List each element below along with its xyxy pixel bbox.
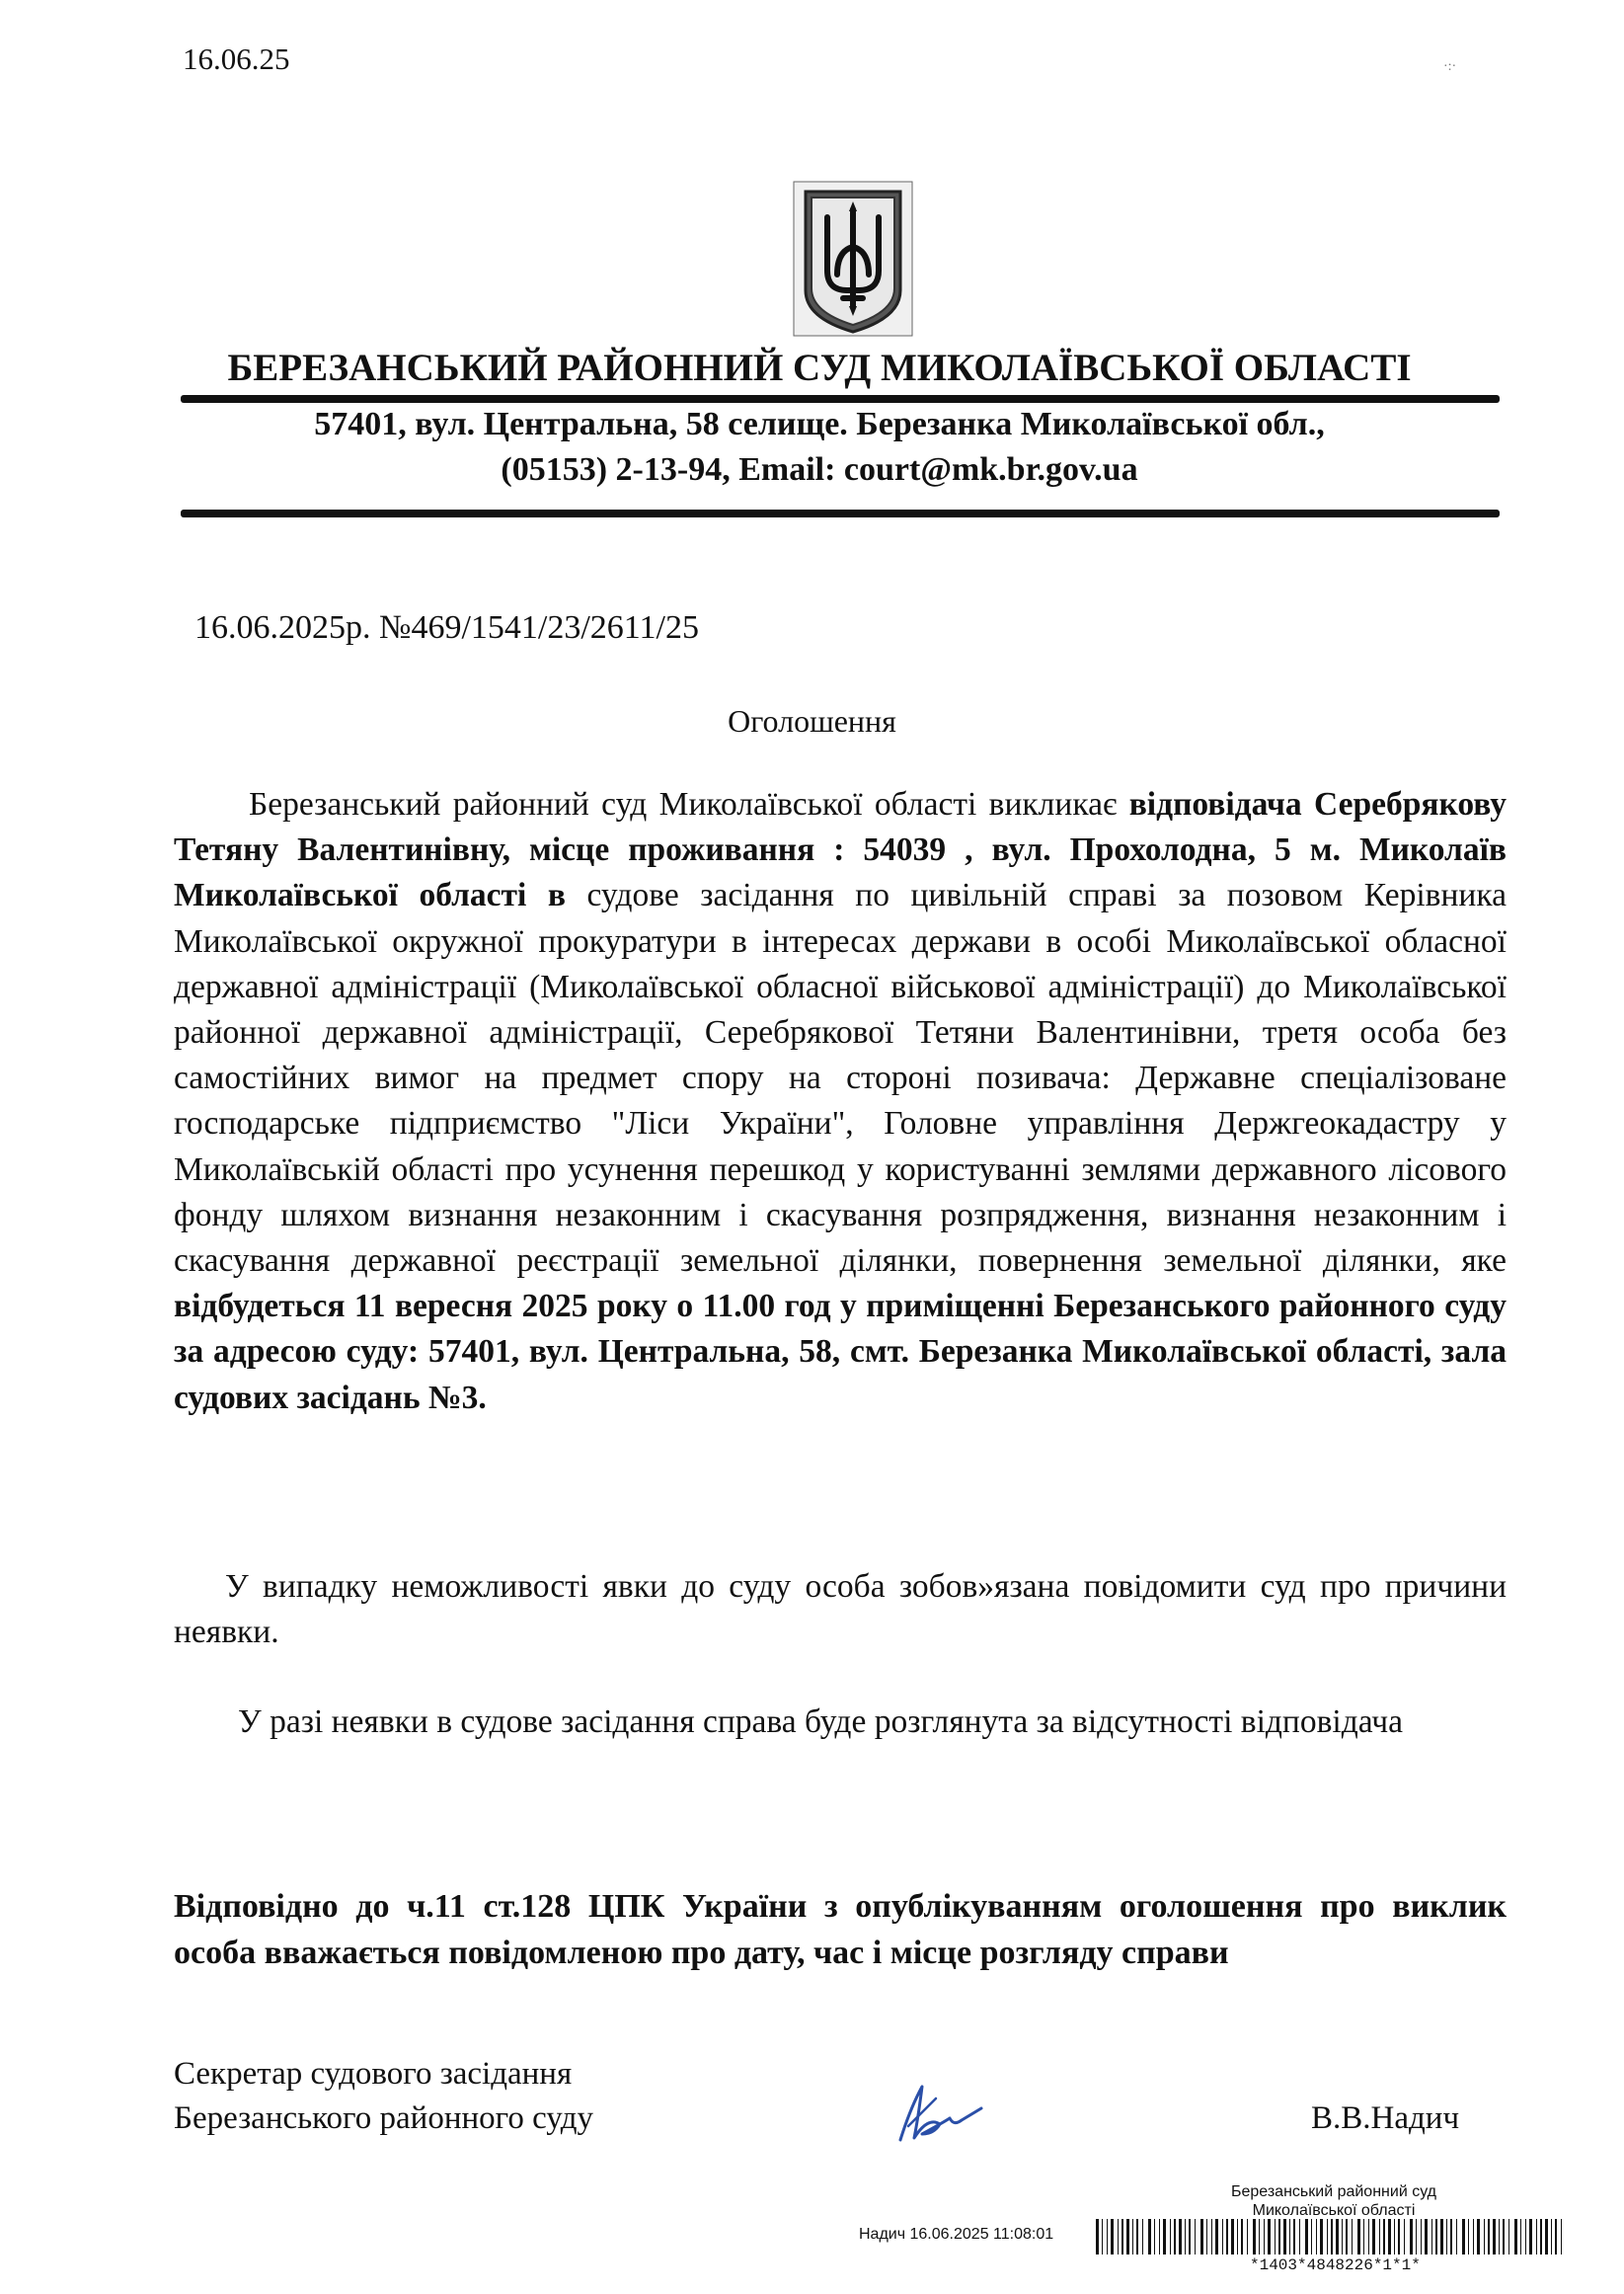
non-appearance-paragraph: У разі неявки в судове засідання справа буде розглянута за відсутності відповідача	[238, 1703, 1404, 1740]
header-divider-top	[181, 395, 1500, 403]
handwritten-signature	[889, 2079, 997, 2148]
summons-text-2: судове засідання по цивільній справі за позовом Керівника Миколаївської окружної прокуратури в інтересах держави в особі Миколаївської обласної державної адміністрації (Миколаївської обласної військової адміністрації) до Миколаївської районної державної адміністрації, Серебрякової Тетяни Валентинівни, третя особа без самостійних вимог на предмет спору на стороні позивача: Державне спеціалізоване господарське підприємство "Ліси України", Головне управління Держгеокадастру у Миколаївській області про усунення перешкод у користуванні землями державного лісового фонду шляхом визнання незаконним і скасування розпрядження, визнання незаконним і скасування державної реєстрації земельної ділянки, повернення земельної ділянки, яке	[174, 877, 1507, 1280]
signatory-role-line1: Секретар судового засідання	[174, 2056, 573, 2092]
barcode-number: *1403*4848226*1*1*	[1250, 2256, 1421, 2274]
defendant-details: відповідача Серебрякову Тетяну Валентинівну, місце проживання : 54039 , вул. Прохолодна, 5 м. Миколаїв Миколаївської області в	[174, 786, 1507, 914]
registry-court-line1: Березанський районний суд	[1231, 2183, 1436, 2200]
court-address: 57401, вул. Центральна, 58 селище. Березанка Миколаївської обл.,	[314, 406, 1325, 442]
document-title: Оголошення	[728, 703, 896, 739]
registry-stamp	[1210, 2182, 1457, 2220]
document-number: 16.06.2025р. №469/1541/23/2611/25	[194, 609, 699, 646]
signatory-name: В.В.Надич	[1311, 2100, 1460, 2136]
legal-basis-paragraph: Відповідно до ч.11 ст.128 ЦПК України з опублікуванням оголошення про виклик особа вважається повідомленою про дату, час і місце розгляду справи	[174, 1888, 1507, 1971]
signatory-role-line2: Березанського районного суду	[174, 2100, 594, 2136]
coat-of-arms-icon	[792, 180, 914, 338]
header-date: 16.06.25	[183, 41, 290, 76]
registry-user-timestamp: Надич 16.06.2025 11:08:01	[859, 2226, 1054, 2243]
scan-mark: ·:·	[1443, 59, 1457, 74]
court-name-heading: БЕРЕЗАНСЬКИЙ РАЙОННИЙ СУД МИКОЛАЇВСЬКОЇ ОБЛАСТІ	[227, 347, 1412, 389]
hearing-details: відбудеться 11 вересня 2025 року о 11.00 год у приміщенні Березанського районного суду за адресою суду: 57401, вул. Центральна, 58, смт. Березанка Миколаївської області, зала судових засідань №3.	[174, 1288, 1507, 1416]
summons-text-1: Березанський районний суд Миколаївської області викликає	[249, 786, 1129, 823]
absence-notice-paragraph: У випадку неможливості явки до суду особа зобов»язана повідомити суд про причини неявки.	[174, 1568, 1507, 1651]
barcode-icon	[1096, 2219, 1570, 2254]
header-divider-bottom	[181, 510, 1500, 517]
court-contacts: (05153) 2-13-94, Email: court@mk.br.gov.ua	[501, 451, 1138, 488]
summons-paragraph	[174, 782, 1507, 1421]
registry-court-line2: Миколаївської області	[1252, 2202, 1416, 2219]
